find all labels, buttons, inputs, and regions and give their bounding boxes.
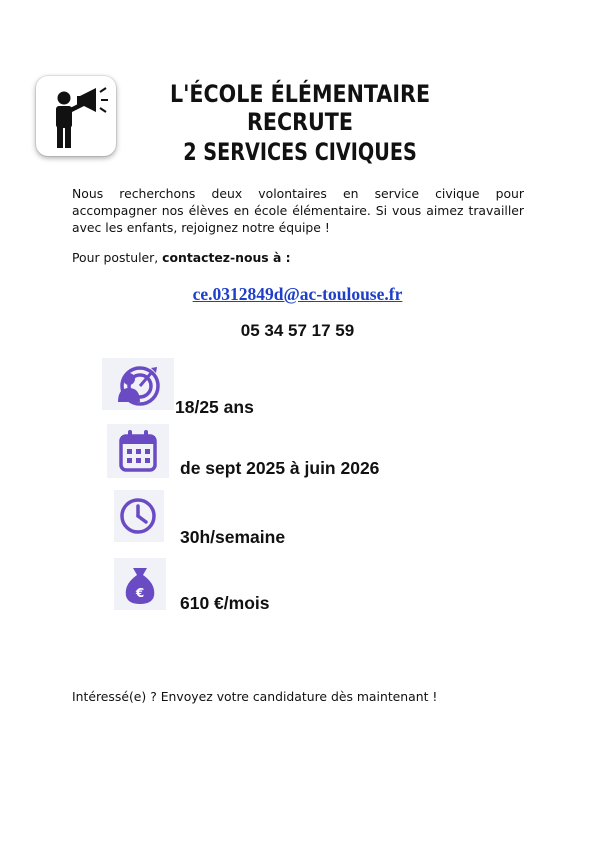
hours-text: 30h/semaine [180, 527, 286, 547]
age-text: 18/25 ans [175, 397, 254, 417]
email-link[interactable]: ce.0312849d@ac-toulouse.fr [192, 284, 403, 304]
logo-tile [36, 76, 116, 156]
apply-prefix: Pour postuler, [72, 250, 163, 265]
age-icon-tile [102, 358, 174, 410]
person-target-icon [102, 358, 174, 410]
money-bag-euro-icon [114, 558, 166, 610]
person-megaphone-icon [36, 76, 116, 156]
pay-text: 610 €/mois [180, 593, 270, 613]
apply-emphasis: contactez-nous à : [162, 250, 291, 265]
phone-number: 05 34 57 17 59 [240, 321, 355, 340]
svg-text:€: € [135, 586, 145, 600]
calendar-icon [107, 424, 169, 478]
hours-icon-tile [114, 490, 164, 542]
footer-text: Intéressé(e) ? Envoyez votre candidature dès maintenant ! [72, 689, 438, 704]
intro-paragraph: Nous recherchons deux volontaires en service civique pour accompagner nos élèves en école élémentaire. Si vous aimez travailler avec les enfants, rejoignez notre équipe ! [72, 186, 524, 235]
page-title: L'ÉCOLE ÉLÉMENTAIRE RECRUTE [169, 80, 431, 136]
clock-icon [114, 490, 164, 542]
dates-text: de sept 2025 à juin 2026 [180, 458, 380, 478]
pay-icon-tile [114, 558, 166, 610]
page-subtitle: 2 SERVICES CIVIQUES [183, 138, 417, 166]
apply-line [72, 250, 291, 265]
dates-icon-tile [107, 424, 169, 478]
